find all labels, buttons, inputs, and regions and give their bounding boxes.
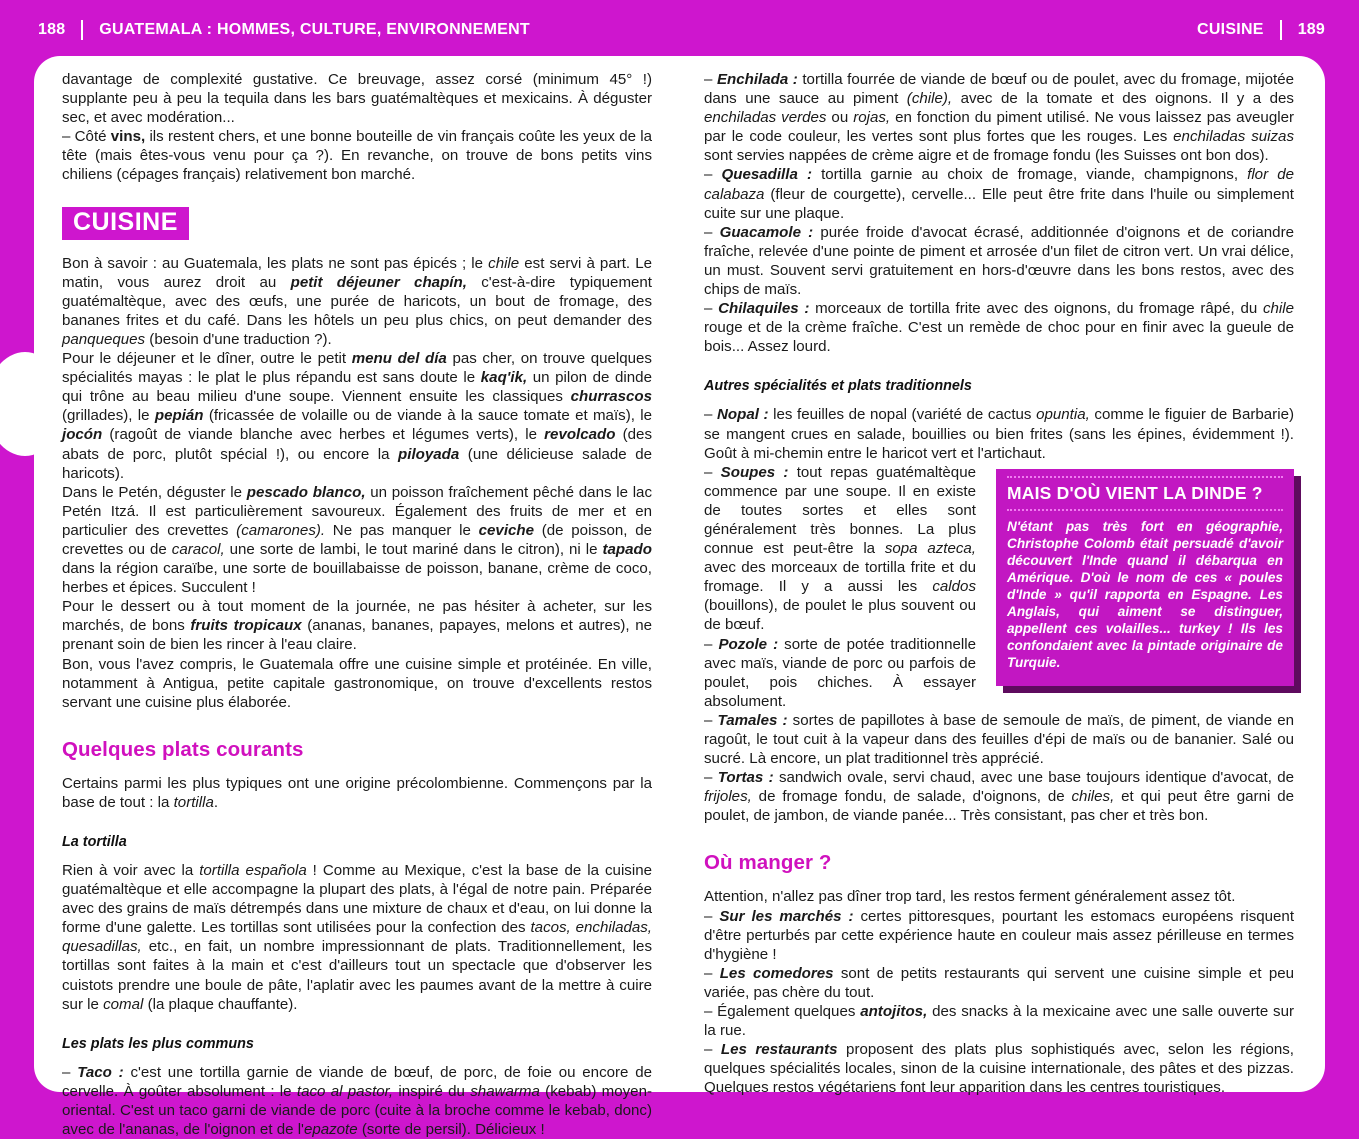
term-nopal: Nopal : bbox=[717, 406, 769, 424]
callout-body bbox=[996, 469, 1294, 686]
page-number-left: 188 bbox=[38, 21, 66, 38]
term-chiles: chiles, bbox=[1071, 788, 1115, 806]
left-column bbox=[62, 70, 653, 1139]
entry-sur-les-marches: – Sur les marchés : certes pittoresques, pourtant les estomacs européens risquent d'être perturbés par cette expérience haute en couleur mais assez périlleuse en termes d'hygiène ! bbox=[704, 907, 1295, 963]
heading-la-tortilla: La tortilla bbox=[62, 834, 127, 850]
running-header-left bbox=[38, 20, 530, 40]
running-header bbox=[0, 0, 1359, 60]
term-ceviche: ceviche bbox=[478, 521, 535, 539]
paragraph-peten: Dans le Petén, déguster le pescado blanco, un poisson fraîchement pêché dans le lac Petén Itzá. Il est particulièrement savoureux. Également des fruits de mer et en particulier des crevettes (camarones). Ne pas manquer le ceviche (de poisson, de crevettes ou de caracol, une sorte de lambi, le tout mariné dans le citron), ni le tapado dans la région caraïbe, une sorte de bouillabaisse de poisson, banane, crème de coco, herbes et épices. Succulent ! bbox=[62, 483, 653, 597]
term-frijoles: frijoles, bbox=[704, 788, 752, 806]
entry-chilaquiles: – Chilaquiles : morceaux de tortilla frite avec des oignons, du fromage râpé, du chile rouge et de la crème fraîche. C'est un remède de choc pour en finir avec la gueule de bois... Assez lourd. bbox=[704, 300, 1294, 356]
entry-antojitos: – Également quelques antojitos, des snacks à la mexicaine avec une salle ouverte sur la rue. bbox=[704, 1003, 1294, 1040]
entry-tortas: – Tortas : sandwich ovale, servi chaud, avec une base toujours identique d'avocat, de frijoles, de fromage fondu, de salade, d'oignons, de chiles, et qui peut être garni de poulet, de jambon, de viande panée... Très consistant, pas cher et très bon. bbox=[704, 769, 1294, 825]
callout-title: MAIS D'OÙ VIENT LA DINDE ? bbox=[1007, 476, 1283, 511]
section-title-right: CUISINE bbox=[1197, 21, 1264, 38]
entry-enchilada: – Enchilada : tortilla fourrée de viande de bœuf ou de poulet, avec du fromage, mijotée dans une sauce au piment (chile), avec de la tomate et des oignons. Il y a des enchiladas verdes ou rojas, en fonction du piment utilisé. Ne vous laissez pas aveugler par le code couleur, les vertes sont plus fortes que les rouges. Les enchiladas suizas sont servies nappées de crème aigre et de fromage fondu (les Suisses ont bon dos). bbox=[704, 71, 1294, 165]
paragraph-dessert: Pour le dessert ou à tout moment de la journée, ne pas hésiter à acheter, sur les marchés, de bons fruits tropicaux (ananas, bananes, papayes, melons et autres), ne prenant soin de bien les rincer à l'eau claire. bbox=[62, 598, 652, 654]
term-panqueques: panqueques bbox=[62, 330, 146, 348]
paragraph-intro-wine: – Côté vins, ils restent chers, et une bonne bouteille de vin français coûte les yeux de la tête (mais êtes-vous venu pour ça ?). En revanche, on trouve de bons petits vins chiliens (cépages français) relativement bon marché. bbox=[62, 128, 652, 184]
entry-quesadilla: – Quesadilla : tortilla garnie au choix de fromage, viande, champignons, flor de calabaza (fleur de courgette), cervelle... Elle peut être frite dans l'huile ou simplement cuite sur une plaque. bbox=[704, 166, 1294, 222]
paragraph-conclusion: Bon, vous l'avez compris, le Guatemala offre une cuisine simple et protéinée. En ville, notamment à Antigua, petite capitale gastronomique, on trouve d'excellents restos servant une cuisine plus élaborée. bbox=[62, 655, 652, 711]
term-enchiladas-suizas: enchiladas suizas bbox=[1173, 128, 1294, 146]
binding-notch bbox=[0, 352, 64, 456]
two-column-layout bbox=[62, 70, 1297, 1139]
term-enchiladas-verdes: enchiladas verdes bbox=[704, 109, 827, 127]
entry-pozole: – Pozole : sorte de potée traditionnelle avec maïs, viande de porc ou parfois de poulet, pois chiches. À essayer absolument. bbox=[704, 635, 976, 710]
term-fruits-tropicaux: fruits tropicaux bbox=[190, 617, 302, 635]
page-number-right: 189 bbox=[1297, 21, 1325, 38]
term-caracol: caracol, bbox=[171, 540, 225, 558]
paragraph-bon-a-savoir: Bon à savoir : au Guatemala, les plats ne sont pas épicés ; le chile est servi à part. Le matin, vous aurez droit au petit déjeuner chapín, c'est-à-dire typiquement guatémaltèque, avec des œufs, une purée de haricots, un bout de fromage, des bananes frites et du café. Dans les hôtels un peu plus chics, on peut demander des panqueques (besoin d'une traduction ?). bbox=[62, 254, 653, 348]
header-divider-right bbox=[1280, 20, 1282, 40]
term-chilaquiles: Chilaquiles : bbox=[718, 300, 810, 318]
entry-nopal: – Nopal : les feuilles de nopal (variété de cactus opuntia, comme le figuier de Barbarie) se mangent crues en salade, bouillies ou bien frites (sans les épines, évidemment !). Goût à mi-chemin entre le haricot vert et l'artichaut. bbox=[704, 406, 1294, 462]
term-pepian: pepián bbox=[154, 407, 204, 425]
term-quesadilla: Quesadilla : bbox=[721, 166, 812, 184]
term-chile: chile bbox=[488, 254, 520, 272]
term-menu-del-dia: menu del día bbox=[351, 350, 447, 368]
term-tortilla-espanola: tortilla española bbox=[199, 862, 307, 879]
entry-tamales: – Tamales : sortes de papillotes à base de semoule de maïs, de piment, de viande en ragoût, le tout cuit à la vapeur dans des feuilles d'épi de maïs ou de bananier. Salé ou sucré. Là encore, un plat traditionnel très apprécié. bbox=[704, 711, 1295, 768]
term-taco: Taco : bbox=[77, 1063, 124, 1081]
term-tacos-enchiladas-quesadillas: tacos, enchiladas, quesadillas, bbox=[62, 919, 652, 956]
term-guacamole: Guacamole : bbox=[719, 223, 814, 241]
term-antojitos: antojitos, bbox=[860, 1003, 928, 1021]
heading-autres-specialites: Autres spécialités et plats traditionnels bbox=[704, 378, 972, 395]
heading-ou-manger: Où manger ? bbox=[704, 851, 832, 875]
entry-les-restaurants: – Les restaurants proposent des plats plus sophistiqués avec, selon les régions, quelques spécialités locales, sinon de la cuisine internationale, des pâtes et des pizzas. Quelques restos végétariens font leur apparition dans les centres touristiques. bbox=[704, 1041, 1294, 1097]
callout-text: N'étant pas très fort en géographie, Christophe Colomb était persuadé d'avoir découvert l'Inde quand il débarqua en Amérique. D'où le nom de ces « poules d'Inde » qu'il rapporta en Espagne. Les Anglais, qui aiment se distinguer, appellent ces volailles... turkey ! Ils les confondaient avec la pintade originaire de Turquie. bbox=[1007, 518, 1283, 671]
term-jocon: jocón bbox=[62, 426, 103, 444]
term-soupes: Soupes : bbox=[720, 463, 789, 481]
term-vins: vins, bbox=[110, 128, 146, 146]
heading-quelques-plats-courants: Quelques plats courants bbox=[62, 737, 304, 761]
term-revolcado: revolcado bbox=[544, 426, 616, 444]
section-banner-cuisine: CUISINE bbox=[62, 207, 189, 240]
header-divider-left bbox=[81, 20, 83, 40]
page-sheet bbox=[34, 56, 1325, 1139]
term-pescado-blanco: pescado blanco, bbox=[246, 483, 366, 501]
term-les-comedores: Les comedores bbox=[719, 964, 834, 982]
term-chile-rouge: chile bbox=[1262, 300, 1294, 318]
paragraph-attention-horaires: Attention, n'allez pas dîner trop tard, les restos ferment généralement assez tôt. bbox=[704, 888, 1236, 906]
term-les-restaurants: Les restaurants bbox=[720, 1041, 838, 1059]
entry-guacamole: – Guacamole : purée froide d'avocat écrasé, additionnée d'oignons et de coriandre fraîche, relevée d'une pointe de piment et arrosée d'un filet de citron vert. Un vrai délice, un must. Souvent servi gratuitement en hors-d'œuvre dans les bons restos, avec des chips de maïs. bbox=[704, 223, 1295, 299]
term-churrascos: churrascos bbox=[570, 388, 652, 406]
paragraph-dejeuner-diner: Pour le déjeuner et le dîner, outre le petit menu del día pas cher, on trouve quelques spécialités mayas : le plat le plus répandu est sans doute le kaq'ik, un pilon de dinde qui trône au beau milieu d'une soupe. Viennent ensuite les classiques churrascos (grillades), le pepián (fricassée de volaille ou de viande à la sauce tomate et maïs), le jocón (ragoût de viande blanche avec herbes et légumes verts), le revolcado (des abats de porc, plutôt spécial !), ou encore la piloyada (une délicieuse salade de haricots). bbox=[62, 350, 652, 482]
term-taco-al-pastor: taco al pastor, bbox=[296, 1082, 394, 1100]
term-tapado: tapado bbox=[602, 540, 652, 558]
paragraph-tortilla: Rien à voir avec la tortilla española ! Comme au Mexique, c'est la base de la cuisine guatémaltèque et elle accompagne la plupart des plats, à l'égal de notre pain. Préparée avec des grains de maïs détrempés dans une mixture de chaux et d'eau, on lui donne la forme d'une galette. Les tortillas sont utilisées pour la confection des tacos, enchiladas, quesadillas, etc., en fait, un nombre impressionnant de plats. Traditionnellement, les tortillas sont faites à la main et c'est d'ailleurs tout un spectacle que d'observer les cuistots prendre une boule de pâte, l'aplatir avec les paumes avant de la mettre à cuire sur le comal (la plaque chauffante). bbox=[62, 862, 652, 1013]
term-comal: comal bbox=[103, 995, 144, 1013]
paragraph-intro-spirits: davantage de complexité gustative. Ce breuvage, assez corsé (minimum 45° !) supplante peu à peu la tequila dans les bars guatémaltèques et mexicains. À déguster sec, et avec modération... bbox=[62, 71, 652, 127]
term-camarones: (camarones). bbox=[236, 521, 326, 539]
entry-comedores: – Les comedores sont de petits restaurants qui servent une cuisine simple et peu variée, pas chère du tout. bbox=[704, 964, 1295, 1001]
term-tortilla: tortilla bbox=[173, 793, 214, 811]
running-header-right bbox=[1197, 20, 1325, 40]
term-epazote: epazote bbox=[303, 1121, 358, 1139]
term-chile-paren: (chile), bbox=[906, 90, 953, 108]
heading-les-plats-les-plus-communs: Les plats les plus communs bbox=[62, 1035, 254, 1052]
term-caldos: caldos bbox=[932, 578, 976, 596]
paragraph-plats-courants: Certains parmi les plus typiques ont une origine précolombienne. Commençons par la base de tout : la tortilla. bbox=[62, 774, 652, 811]
term-tortas: Tortas : bbox=[717, 769, 774, 787]
term-piloyada: piloyada bbox=[398, 445, 460, 463]
term-sur-les-marches: Sur les marchés : bbox=[719, 907, 854, 925]
entry-taco: – Taco : c'est une tortilla garnie de viande de bœuf, de porc, de foie ou encore de cervelle. À goûter absolument : le taco al pastor, inspiré du shawarma (kebab) moyen-oriental. C'est un taco garni de viande de porc (cuite à la broche comme le kebab, donc) avec de l'ananas, de l'oignon et de l'epazote (sorte de persil). Délicieux ! bbox=[62, 1063, 653, 1139]
term-opuntia: opuntia, bbox=[1036, 406, 1090, 424]
sidebar-callout-dinde bbox=[996, 469, 1294, 686]
chapter-title-left: GUATEMALA : HOMMES, CULTURE, ENVIRONNEMENT bbox=[99, 21, 530, 38]
term-petit-dejeuner-chapin: petit déjeuner chapín, bbox=[290, 273, 467, 291]
entry-soupes: – Soupes : tout repas guatémaltèque commence par une soupe. Il en existe de toutes sortes et elles sont généralement très bonnes. La plus connue est peut-être la sopa azteca, avec des morceaux de tortilla frite et du fromage. Il y a aussi les caldos (bouillons), de poulet le plus souvent ou de bœuf. bbox=[704, 463, 976, 634]
term-tamales: Tamales : bbox=[717, 711, 788, 729]
term-flor-de-calabaza: flor de calabaza bbox=[704, 166, 1294, 203]
term-sopa-azteca: sopa azteca, bbox=[884, 540, 976, 558]
term-pozole: Pozole : bbox=[718, 635, 779, 653]
term-rojas: rojas, bbox=[853, 109, 891, 127]
term-shawarma: shawarma bbox=[470, 1082, 540, 1100]
right-column bbox=[704, 70, 1295, 1097]
term-kaqik: kaq'ik, bbox=[480, 369, 528, 387]
term-enchilada: Enchilada : bbox=[716, 71, 798, 88]
